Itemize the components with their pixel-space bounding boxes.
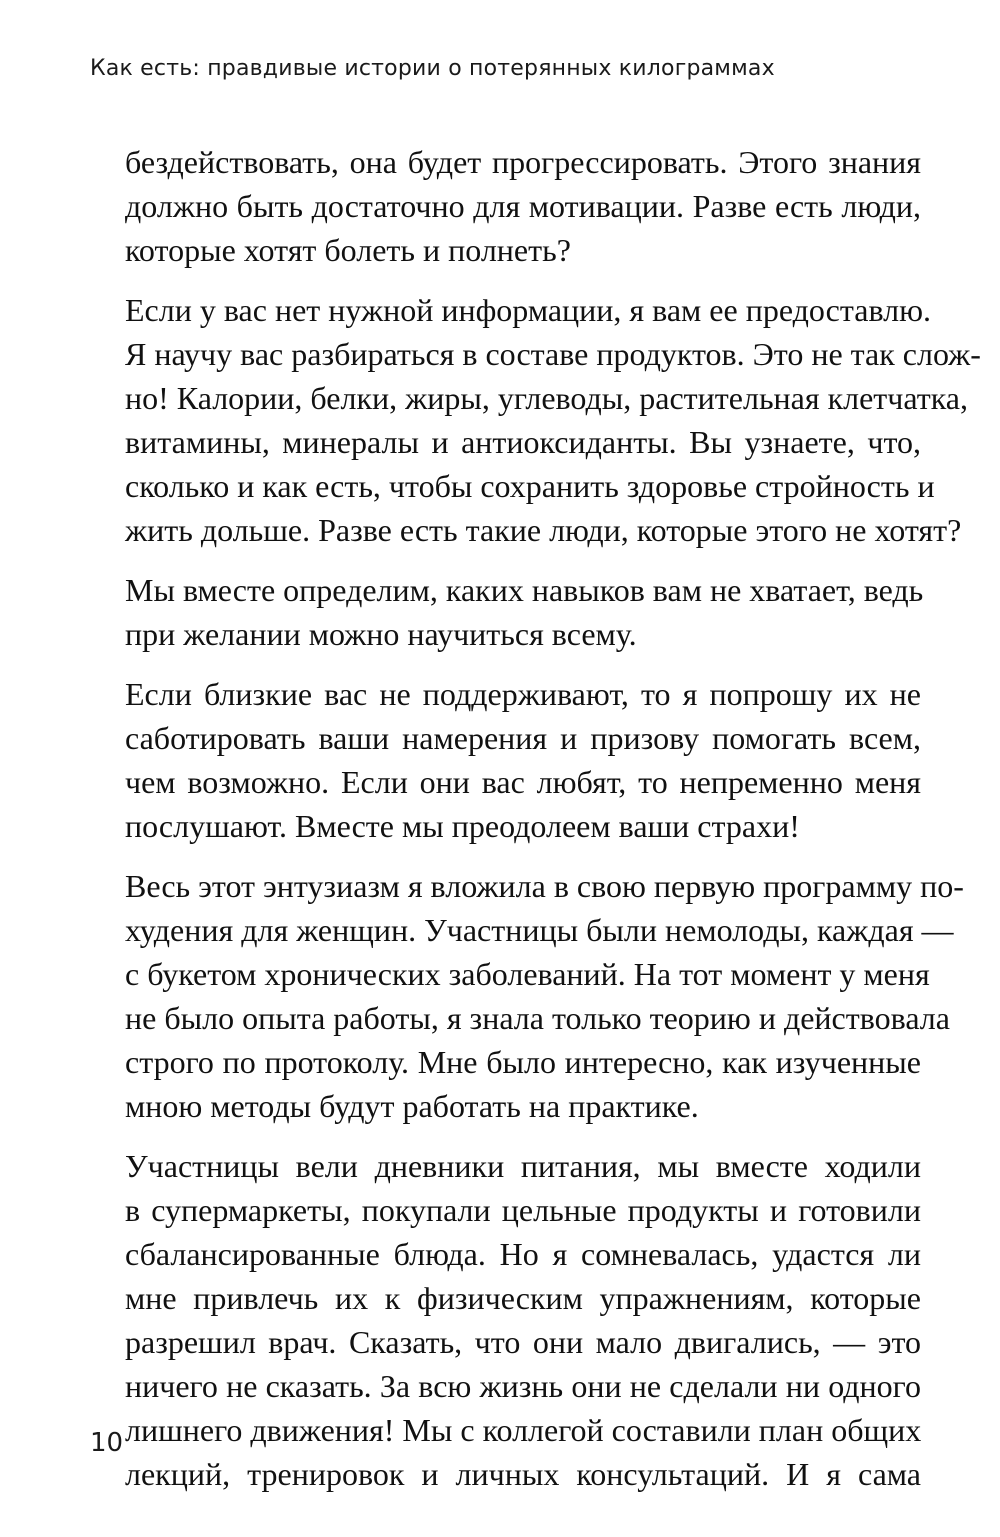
- text-line: не было опыта работы, я знала только теорию и действовала: [125, 1000, 950, 1036]
- text-line: должно быть достаточно для мотивации. Разве есть люди,: [125, 188, 921, 224]
- page-number: 10: [90, 1428, 124, 1458]
- paragraph-4: [125, 672, 921, 848]
- paragraph-3: [125, 568, 924, 656]
- paragraph-2: [125, 288, 981, 552]
- text-line: Если у вас нет нужной информации, я вам ее предоставлю.: [125, 292, 932, 328]
- text-line: строго по протоколу. Мне было интересно, как изученные: [125, 1044, 921, 1080]
- text-line: при желании можно научиться всему.: [125, 616, 637, 652]
- text-line: ничего не сказать. За всю жизнь они не сделали ни одного: [125, 1368, 921, 1404]
- text-line: Если близкие вас не поддерживают, то я попрошу их не: [125, 676, 921, 712]
- text-line: в супермаркеты, покупали цельные продукты и готовили: [125, 1192, 921, 1228]
- paragraph-1: [125, 140, 921, 272]
- text-line: бездействовать, она будет прогрессировать. Этого знания: [125, 144, 921, 180]
- text-line: жить дольше. Разве есть такие люди, которые этого не хотят?: [125, 512, 962, 548]
- text-line: лишнего движения! Мы с коллегой составили план общих: [125, 1412, 922, 1448]
- text-line: худения для женщин. Участницы были немолоды, каждая —: [125, 912, 954, 948]
- text-line: Участницы вели дневники питания, мы вместе ходили: [125, 1148, 921, 1184]
- text-line: Весь этот энтузиазм я вложила в свою первую программу по-: [125, 868, 964, 904]
- text-line: с букетом хронических заболеваний. На тот момент у меня: [125, 956, 930, 992]
- text-line: которые хотят болеть и полнеть?: [125, 232, 571, 268]
- text-line: разрешил врач. Сказать, что они мало двигались, — это: [125, 1324, 921, 1360]
- text-line: лекций, тренировок и личных консультаций. И я сама: [125, 1456, 921, 1492]
- paragraph-5: [125, 864, 964, 1128]
- text-line: сбалансированные блюда. Но я сомневалась, удастся ли: [125, 1236, 921, 1272]
- body-text: [125, 140, 981, 1512]
- text-line: послушают. Вместе мы преодолеем ваши страхи!: [125, 808, 800, 844]
- text-line: Мы вместе определим, каких навыков вам не хватает, ведь: [125, 572, 924, 608]
- text-line: чем возможно. Если они вас любят, то непременно меня: [125, 764, 921, 800]
- text-line: саботировать ваши намерения и призову помогать всем,: [125, 720, 921, 756]
- text-line: витамины, минералы и антиоксиданты. Вы узнаете, что,: [125, 424, 921, 460]
- running-header-title: Как есть: правдивые истории о потерянных килограммах: [90, 56, 775, 81]
- text-line: мне привлечь их к физическим упражнениям, которые: [125, 1280, 921, 1316]
- text-line: но! Калории, белки, жиры, углеводы, растительная клетчатка,: [125, 380, 968, 416]
- text-line: сколько и как есть, чтобы сохранить здоровье стройность и: [125, 468, 935, 504]
- paragraph-6: [125, 1144, 921, 1496]
- text-line: мною методы будут работать на практике.: [125, 1088, 699, 1124]
- text-line: Я научу вас разбираться в составе продуктов. Это не так слож-: [125, 336, 981, 372]
